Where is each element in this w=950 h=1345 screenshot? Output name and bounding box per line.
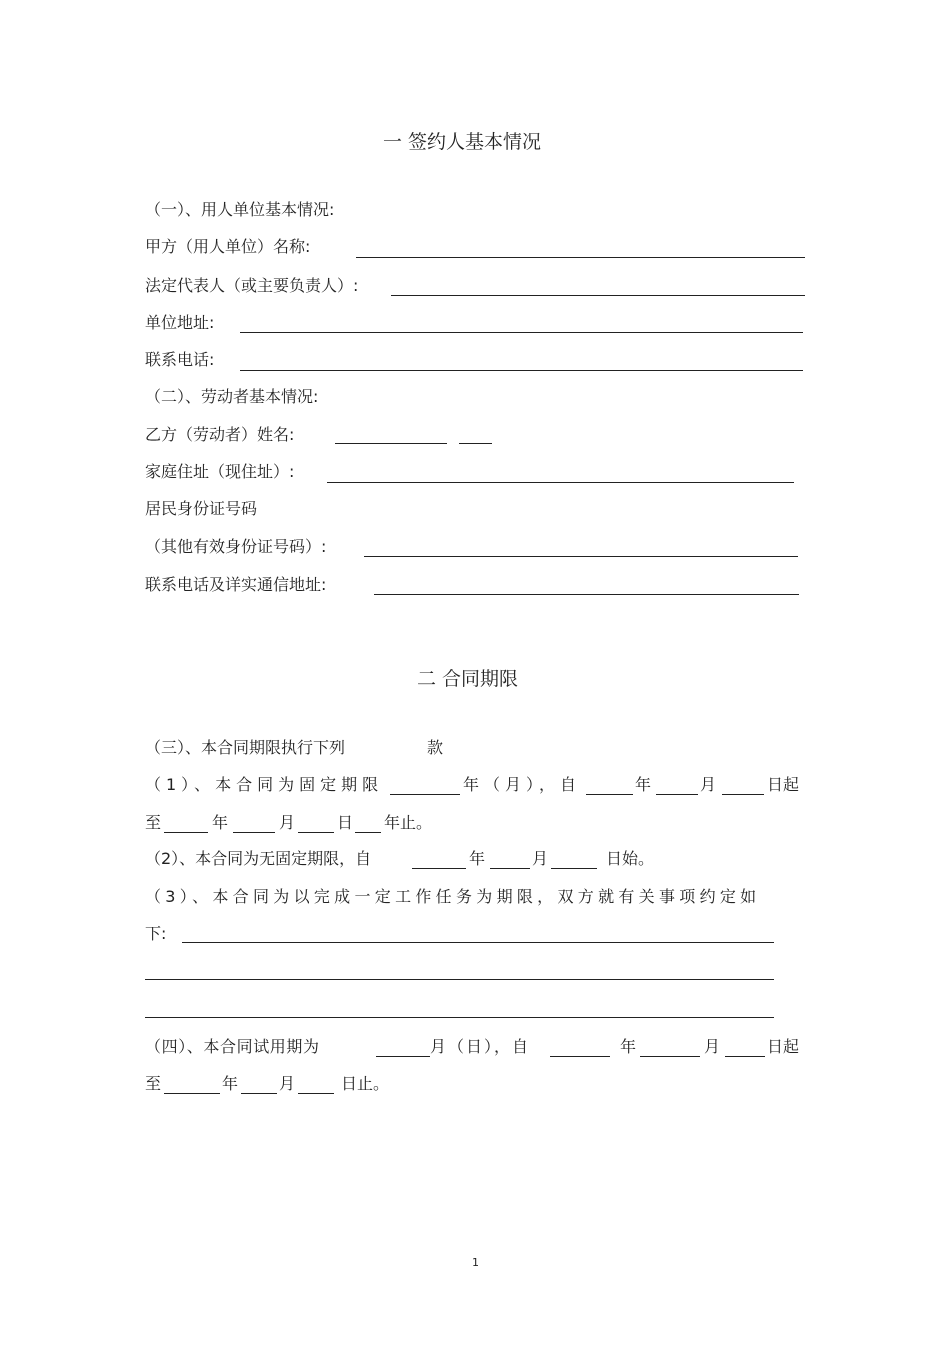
fixed-years-blank[interactable] bbox=[390, 794, 460, 795]
probation2-text-d: 日止。 bbox=[341, 1074, 390, 1093]
employer-name-blank[interactable] bbox=[356, 257, 805, 258]
probation-text-c: 年 bbox=[620, 1037, 637, 1056]
open-term-text-c: 月 bbox=[532, 849, 549, 868]
probation-text-d: 月 bbox=[704, 1037, 721, 1056]
fixed-term-text-d: 月 bbox=[700, 775, 717, 794]
open-day-blank[interactable] bbox=[551, 868, 597, 869]
fixed-term2-text-b: 年 bbox=[212, 813, 229, 832]
probation-end-day-blank[interactable] bbox=[298, 1093, 334, 1094]
open-year-blank[interactable] bbox=[412, 868, 466, 869]
contact-label: 联系电话及详实通信地址: bbox=[145, 575, 327, 594]
worker-name-label: 乙方（劳动者）姓名: bbox=[145, 425, 295, 444]
fixed-start-year-blank[interactable] bbox=[586, 794, 633, 795]
legal-rep-blank[interactable] bbox=[391, 295, 805, 296]
probation-text-b: 月（日），自 bbox=[430, 1037, 531, 1056]
term-heading-suffix: 款 bbox=[427, 738, 444, 757]
probation-length-blank[interactable] bbox=[376, 1056, 430, 1057]
probation2-text-c: 月 bbox=[279, 1074, 296, 1093]
task-term-line1: （3）、本合同为以完成一定工作任务为期限，双方就有关事项约定如 bbox=[145, 887, 761, 906]
worker-name-blank-extra[interactable] bbox=[459, 443, 492, 444]
open-month-blank[interactable] bbox=[490, 868, 530, 869]
section2-title: 二 合同期限 bbox=[417, 668, 519, 690]
fixed-term2-text-c: 月 bbox=[279, 813, 296, 832]
fixed-term2-text-e: 年止。 bbox=[384, 813, 433, 832]
open-term-text-a: （2）、本合同为无固定期限，自 bbox=[145, 849, 372, 868]
fixed-start-month-blank[interactable] bbox=[656, 794, 698, 795]
address-label: 单位地址: bbox=[145, 313, 215, 332]
fixed-term-text-b: 年（月），自 bbox=[463, 775, 582, 794]
probation2-text-a: 至 bbox=[145, 1074, 162, 1093]
home-address-label: 家庭住址（现住址）: bbox=[145, 462, 295, 481]
fixed-end-day-blank[interactable] bbox=[298, 832, 334, 833]
fixed-end-year-blank[interactable] bbox=[164, 832, 208, 833]
open-term-text-d: 日始。 bbox=[606, 849, 655, 868]
probation-end-year-blank[interactable] bbox=[164, 1093, 220, 1094]
probation-start-month-blank[interactable] bbox=[640, 1056, 700, 1057]
section1-title: 一 签约人基本情况 bbox=[383, 131, 542, 153]
fixed-end-blank-extra[interactable] bbox=[355, 832, 381, 833]
address-blank[interactable] bbox=[240, 332, 803, 333]
page-number: 1 bbox=[472, 1256, 479, 1269]
probation2-text-b: 年 bbox=[222, 1074, 239, 1093]
phone-blank[interactable] bbox=[240, 370, 803, 371]
task-term-line2: 下: bbox=[145, 924, 167, 943]
probation-text-e: 日起 bbox=[767, 1037, 800, 1056]
id-label-line1: 居民身份证号码 bbox=[145, 499, 258, 518]
task-blank-2[interactable] bbox=[145, 979, 774, 980]
contact-blank[interactable] bbox=[374, 594, 799, 595]
probation-start-year-blank[interactable] bbox=[550, 1056, 610, 1057]
home-address-blank[interactable] bbox=[327, 482, 794, 483]
task-blank-1[interactable] bbox=[182, 942, 774, 943]
worker-heading: （二）、劳动者基本情况: bbox=[145, 387, 319, 406]
term-heading: （三）、本合同期限执行下列 bbox=[145, 738, 346, 757]
open-term-text-b: 年 bbox=[469, 849, 486, 868]
fixed-end-month-blank[interactable] bbox=[233, 832, 275, 833]
legal-rep-label: 法定代表人（或主要负责人）: bbox=[145, 276, 359, 295]
id-label-line2: （其他有效身份证号码）: bbox=[145, 537, 327, 556]
employer-name-label: 甲方（用人单位）名称: bbox=[145, 237, 311, 256]
phone-label: 联系电话: bbox=[145, 350, 215, 369]
worker-name-blank[interactable] bbox=[335, 443, 447, 444]
probation-text-a: （四）、本合同试用期为 bbox=[145, 1037, 320, 1056]
task-blank-3[interactable] bbox=[145, 1017, 774, 1018]
probation-end-month-blank[interactable] bbox=[241, 1093, 277, 1094]
fixed-term-text-e: 日起 bbox=[767, 775, 800, 794]
fixed-term2-text-d: 日 bbox=[337, 813, 354, 832]
id-blank[interactable] bbox=[364, 556, 798, 557]
probation-start-day-blank[interactable] bbox=[725, 1056, 765, 1057]
fixed-term-text-a: （1）、本合同为固定期限 bbox=[145, 775, 384, 794]
employer-heading: （一）、用人单位基本情况: bbox=[145, 200, 335, 219]
fixed-start-day-blank[interactable] bbox=[722, 794, 764, 795]
fixed-term-text-c: 年 bbox=[635, 775, 652, 794]
fixed-term2-text-a: 至 bbox=[145, 813, 162, 832]
